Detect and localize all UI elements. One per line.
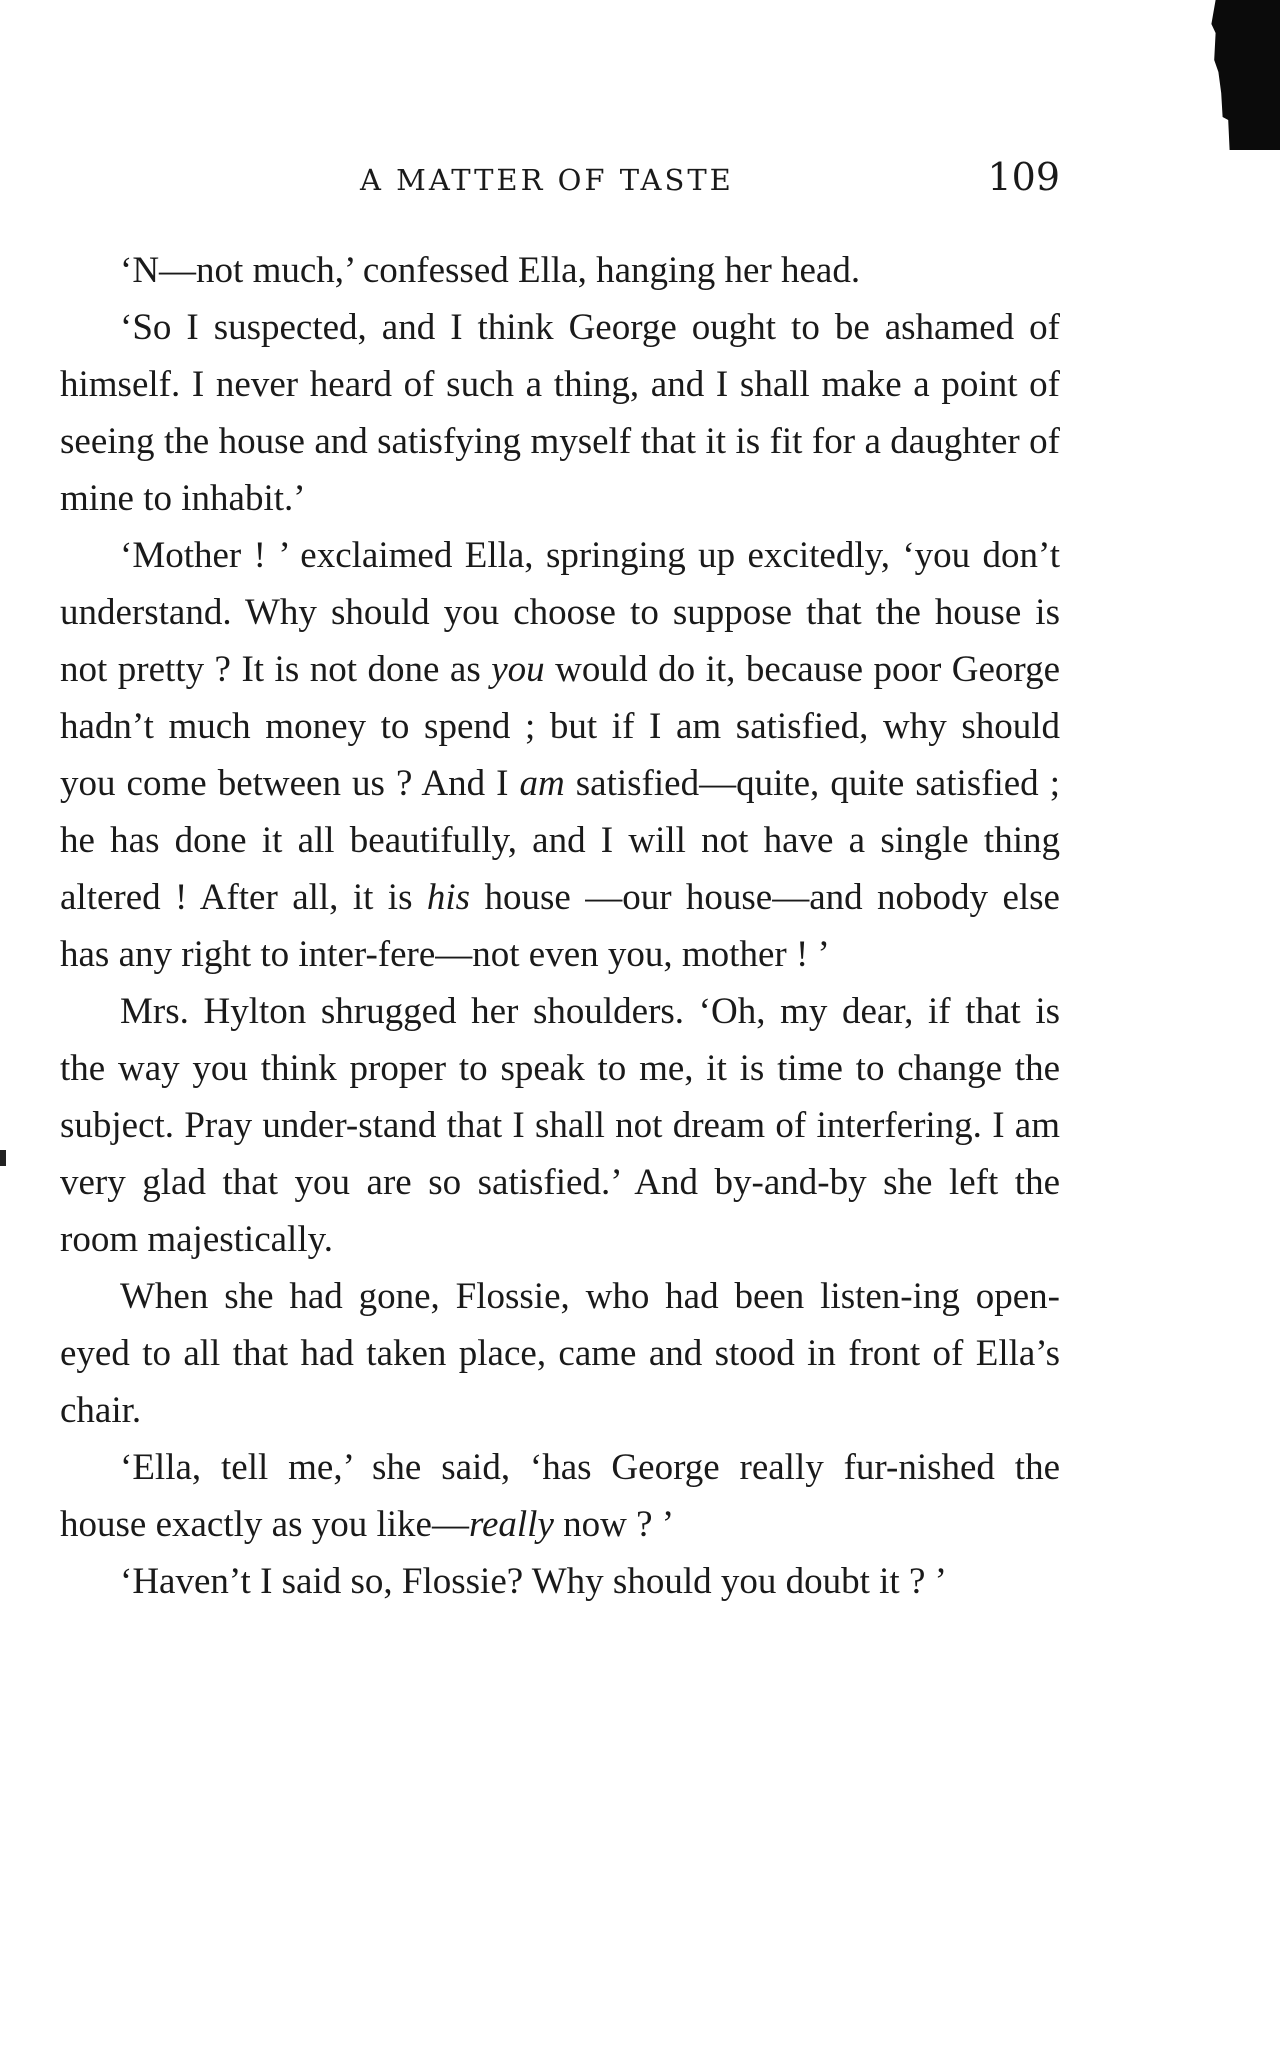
text-run: would do it, because poor George hadn’t much money to spend ; but if I am satisfied, why should you come between us ? And I	[60, 649, 1060, 804]
text-run: ‘N—not much,’ confessed Ella, hanging her head.	[120, 250, 861, 291]
italic-emphasis: am	[519, 763, 565, 804]
text-run: When she had gone, Flossie, who had been listen-ing open-eyed to all that had taken place, came and stood in front of Ella’s chair.	[60, 1276, 1060, 1431]
text-run: Mrs. Hylton shrugged her shoulders. ‘Oh, my dear, if that is the way you think proper to speak to me, it is time to change the subject. Pray under-stand that I shall not dream of interfering. I am very glad that you are so satisfied.’ And by-and-by she left the room majestically.	[60, 991, 1060, 1260]
body-text	[60, 242, 1060, 1610]
paragraph	[60, 527, 1060, 983]
italic-emphasis: his	[426, 877, 471, 918]
paragraph	[60, 983, 1060, 1268]
text-run: ‘So I suspected, and I think George ought to be ashamed of himself. I never heard of such a thing, and I shall make a point of seeing the house and satisfying myself that it is fit for a daughter of mine to inhabit.’	[60, 307, 1060, 519]
text-run: satisfied—quite, quite satisfied ; he has done it all beautifully, and I will not have a single thing altered ! After all, it is	[60, 763, 1060, 918]
text-run: now ? ’	[553, 1504, 675, 1545]
italic-emphasis: really	[468, 1504, 554, 1545]
running-title: A MATTER OF TASTE	[360, 163, 734, 197]
page-number: 109	[987, 155, 1060, 199]
text-run: ‘Haven’t I said so, Flossie? Why should you doubt it ? ’	[120, 1561, 947, 1602]
paragraph	[60, 299, 1060, 527]
paragraph	[60, 242, 1060, 299]
paragraph	[60, 1439, 1060, 1553]
margin-mark	[0, 1150, 6, 1166]
text-run: house —our house—and nobody else has any right to inter-fere—not even you, mother ! ’	[60, 877, 1060, 975]
paragraph	[60, 1553, 1060, 1610]
page-corner-shadow	[1210, 0, 1280, 150]
running-head	[60, 155, 1060, 205]
text-run: ‘Ella, tell me,’ she said, ‘has George really fur-nished the house exactly as you like—	[60, 1447, 1060, 1545]
text-run: ‘Mother ! ’ exclaimed Ella, springing up excitedly, ‘you don’t understand. Why should you choose to suppose that the house is not pretty ? It is not done as	[60, 535, 1060, 690]
italic-emphasis: you	[491, 649, 545, 690]
paragraph	[60, 1268, 1060, 1439]
